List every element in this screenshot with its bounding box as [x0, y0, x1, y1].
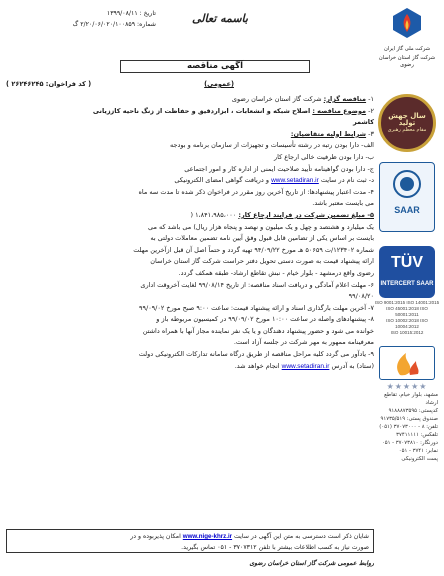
para-5f: رضوی واقع درمشهد - بلوار خیام - نبش تقاطع ارشاد- طبقه همکف گردد. — [178, 268, 374, 277]
para-4a: ۴- مدت اعتبار پیشنهادها: از تاریخ آخرین روز مقرر در فراخوان ذکر شده تا مدت سه ماه — [138, 187, 374, 196]
para-5b: یک میلیارد و هشتصد و چهل و یک میلیون و نهصد و پنجاه هزار ریال) می باشد که می — [148, 222, 374, 231]
quality-award-icon — [379, 346, 435, 380]
para-8a: ۸- پیشنهادهای واصله در ساعت ۱۰:۰۰ مورخ ۹۹/۰۹/۰۲ در کمیسیون مربوطه باز و — [156, 315, 374, 324]
letter-meta — [6, 8, 156, 30]
contact-line-2: صورت نیاز به کسب اطلاعات بیشتر با تلفن ۳۷۰۷۳۱۲ - ۰۵۱ تماس بگیرید. — [181, 544, 369, 551]
letter-number: شماره: ۲/۲۰/۰۶/۰۲۰/۱۰۰۸۵۹ گ — [72, 21, 156, 28]
org-logo-block — [376, 6, 438, 69]
nige-khrz-link[interactable]: www.nige-khrz.ir — [182, 533, 233, 540]
notice-title: آگهی مناقصه — [120, 60, 310, 73]
footer-signature: روابط عمومی شرکت گاز استان خراسان رضوی — [249, 560, 374, 567]
para-9b: (ستاد) به آدرس www.setadiran.ir انجام خواهد شد. — [234, 361, 374, 370]
notice-subtitle-row — [6, 79, 374, 89]
condition-b: ب- دارا بودن ظرفیت خالی ارجاع کار — [274, 152, 374, 161]
iso-standards-list: ISO 9001:2015 ISO 14001:2015 ISO 45001:2018 ISO 50001:2011 ISO 10002:2018 ISO 10004:2012 ISO 10015:2012 — [374, 300, 440, 335]
side-column — [374, 90, 440, 463]
para-5e: ارائه پیشنهاد قیمت به صورت دستی تحویل دفتر حراست شرکت گاز استان خراسان — [150, 257, 374, 266]
para-4b: می بایست معتبر باشد. — [312, 199, 374, 208]
saar-seal-icon — [392, 169, 422, 199]
basmala: باسمه تعالی — [192, 12, 248, 25]
rating-stars: ★★★★★ — [386, 382, 428, 391]
notice-code: ( کد فراخوان: ۲۶۲۴۶۲۴۵ ) — [6, 80, 92, 88]
condition-a: الف- دارا بودن رتبه در رشته تأسیسات و تجهیزات از سازمان برنامه و بودجه — [170, 141, 374, 150]
notice-body — [6, 94, 374, 372]
para-5a: ۵- مبلغ تضمین شرکت در فرایند ارجاع کار: ۱،۸۴۱،۹۸۵،۰۰۰ ( — [190, 210, 374, 219]
contact-box — [6, 529, 374, 553]
contact-line-1: شایان ذکر است دسترسی به متن این آگهی در سایت www.nige-khrz.ir امکان پذیربوده و در — [130, 533, 369, 540]
setadiran-link-2[interactable]: www.setadiran.ir — [281, 362, 330, 370]
tuv-cert-badge: TÜV INTERCERT SAAR — [379, 246, 435, 298]
item-tender-organizer: ۱- مناقصه گزار: شرکت گاز استان خراسان رضوی — [231, 95, 374, 103]
para-8b: خوانده می شود و حضور پیشنهاد دهندگان و یا یک نفر نماینده مجاز آنها با همراه داشتن — [142, 326, 374, 335]
condition-c: ج- دارا بودن گواهینامه تأیید صلاحیت ایمنی از اداره کار و امور اجتماعی — [184, 164, 374, 173]
side-contact-info: مشهد، بلوار خیام، تقاطع ارشاد کدپستی: ۹۱۸۸۸۷۳۵۹۵ صندوق پستی: ۹۱۷۳۵/۵۱۹ تلفن: ۸ - ۳۷۰۷۳۰۰۰ (۰۵۱) تلفکس: ۳۷۴۱۱۱۱۱ دورنگار: ۳۷۰۷۳۸۱۰ - ۰۵۱ نمابر: ۳۷۴۱ - ۰۵۱ پست الکترونیکی — [379, 392, 438, 462]
para-7: ۷- آخرین مهلت بارگذاری اسناد و ارائه پیشنهاد قیمت: ساعت ۹:۰۰ صبح مورخ ۹۹/۰۹/۰۲ — [139, 303, 374, 312]
org-name-line2: شرکت گاز استان خراسان رضوی — [378, 55, 436, 68]
letter-date: تاریخ : ۱۳۹۹/۰۸/۱۱ — [106, 10, 156, 17]
org-name-line1: شرکت ملی گاز ایران — [383, 46, 431, 52]
item-conditions: ۳- شرایط اولیه متقاضیان: — [290, 129, 374, 138]
award-flame-icon — [380, 347, 434, 379]
saar-cert-badge: SAAR — [379, 162, 435, 232]
para-9a: ۹- یادآور می گردد کلیه مراحل مناقصه از طریق درگاه سامانه تدارکات الکترونیکی دولت — [138, 350, 374, 359]
production-leap-badge-icon: سال جهش تولید مقام معظم رهبری — [378, 94, 436, 152]
setadiran-link[interactable]: www.setadiran.ir — [271, 177, 319, 185]
condition-d: د- ثبت نام در سایت www.setadiran.ir و دریافت گواهی امضای الکترونیکی — [174, 176, 374, 185]
item-tender-subject: ۲- موضوع مناقصه : اصلاح شبکه و انشعابات ، ابزاردقیق و حفاظت از زنگ ناحیه کاززیانی — [92, 106, 374, 115]
para-5d: شماره ۱۲۳۴۰۲/ت ۵۰۶۵۹ هـ مورخ ۹۴/۰۹/۲۲ تهیه گردد و حتماً اصل آن قبل ازآخرین مهلت — [133, 245, 374, 254]
para-6a: ۶- مهلت اعلام آمادگی و دریافت اسناد مناقصه: از تاریخ ۹۹/۰۸/۱۴ لغایت آخروقت اداری — [140, 280, 374, 289]
gas-company-logo-icon — [390, 6, 424, 40]
notice-type: (عمومی) — [204, 80, 234, 88]
para-6b: ۹۹/۰۸/۲۰ — [348, 292, 374, 301]
para-8c: معرفینامه ممهور به مهر شرکت در جلسه آزاد است. — [233, 338, 374, 347]
para-5c: بایست بر اساس یکی از تضامین قابل قبول وفق آیین نامه تضمین معاملات دولتی به — [150, 234, 374, 243]
item-tender-subject-cont: کاشمر — [352, 118, 374, 127]
